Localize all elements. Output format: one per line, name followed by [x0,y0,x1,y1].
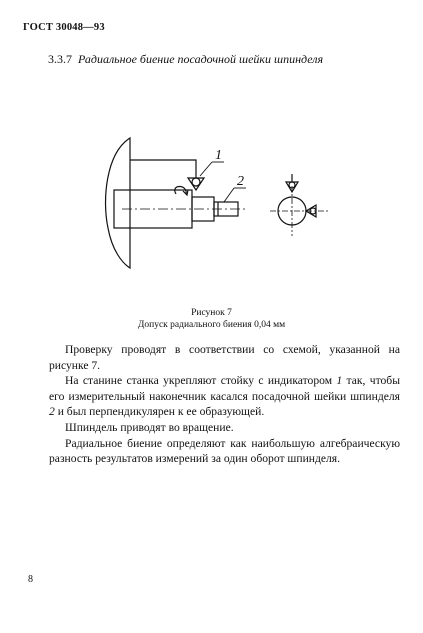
figure-7-diagram [100,128,340,278]
document-header: ГОСТ 30048—93 [23,22,105,33]
paragraph-3: Шпиндель приводят во вращение. [65,420,234,434]
callout-1: 1 [215,148,222,163]
section-heading [48,52,323,67]
paragraph-2-text: и был перпендикулярен к ее образующей. [54,405,265,419]
callout-2: 2 [237,174,244,189]
paragraph-1: Проверку проводят в соответствии со схемой, указанной на рисунке 7. [49,343,400,372]
paragraph-4: Радиальное биение определяют как наибольшую алгебраическую разность результатов измерений за один оборот шпинделя. [49,436,400,466]
page-number: 8 [28,574,33,585]
figure-caption-tolerance: Допуск радиального биения 0,04 мм [137,320,286,330]
indicator-stand [130,160,196,178]
paragraph-2-text: так, чтобы его измерительный наконечник касался посадочной шейки шпинделя [49,374,400,403]
section-title: Радиальное биение посадочной шейки шпинделя [78,52,324,66]
figure-caption-title: Рисунок 7 [191,308,232,318]
ref-spindle: 2 [49,405,55,419]
body-text [49,342,400,467]
headstock-outline [106,138,130,268]
ref-indicator: 1 [336,374,343,388]
indicator-tip [188,178,204,190]
paragraph-2 [49,373,400,420]
section-number: 3.3.7 [48,52,72,66]
paragraph-2-text: На станине станка укрепляют стойку с индикатором [65,374,337,388]
